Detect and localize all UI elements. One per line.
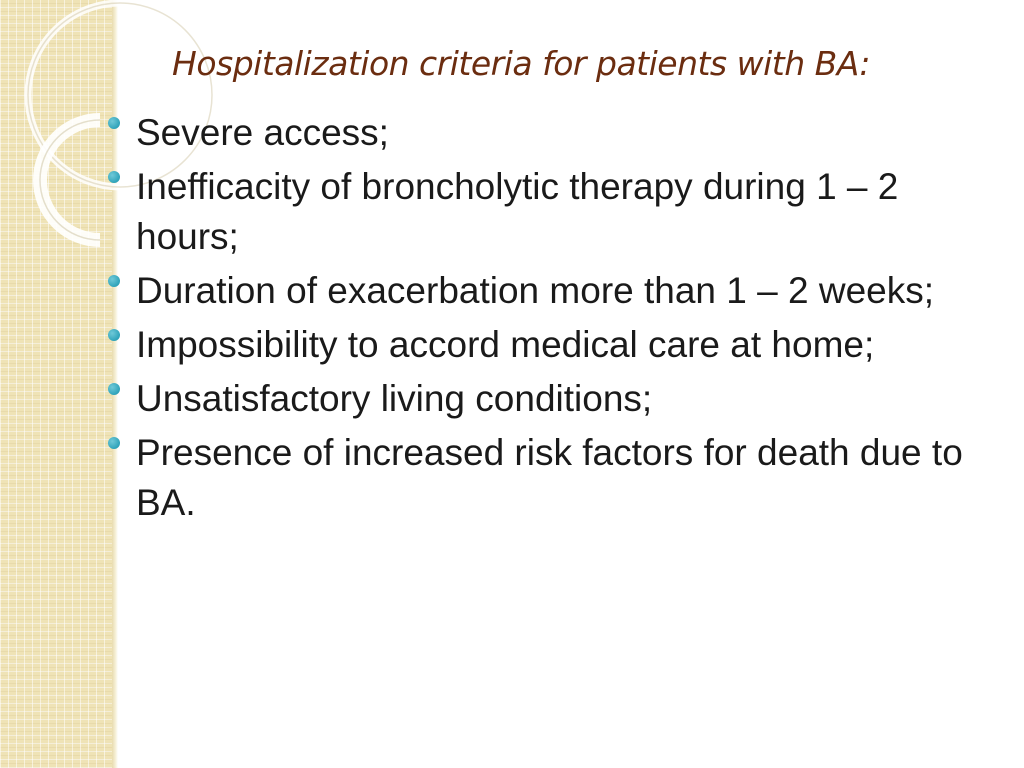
bullet-dot-icon <box>108 437 120 449</box>
bullet-item <box>104 266 984 316</box>
bullet-dot-icon <box>108 171 120 183</box>
bullet-item <box>104 108 984 158</box>
bullet-dot-icon <box>108 117 120 129</box>
bullet-item <box>104 320 984 370</box>
bullet-dot-icon <box>108 275 120 287</box>
slide-title: Hospitalization criteria for patients with BA: <box>172 44 871 83</box>
bullet-dot-icon <box>108 383 120 395</box>
bullet-dot-icon <box>108 329 120 341</box>
bullet-text: Presence of increased risk factors for death due to BA. <box>136 432 963 523</box>
bullet-text: Impossibility to accord medical care at home; <box>136 324 875 365</box>
bullet-text: Severe access; <box>136 112 389 153</box>
bullet-item <box>104 428 984 528</box>
bullet-item <box>104 374 984 424</box>
bullet-list <box>104 108 984 532</box>
bullet-item <box>104 162 984 262</box>
bullet-text: Unsatisfactory living conditions; <box>136 378 653 419</box>
bullet-text: Inefficacity of broncholytic therapy during 1 – 2 hours; <box>136 166 899 257</box>
bullet-text: Duration of exacerbation more than 1 – 2 weeks; <box>136 270 935 311</box>
